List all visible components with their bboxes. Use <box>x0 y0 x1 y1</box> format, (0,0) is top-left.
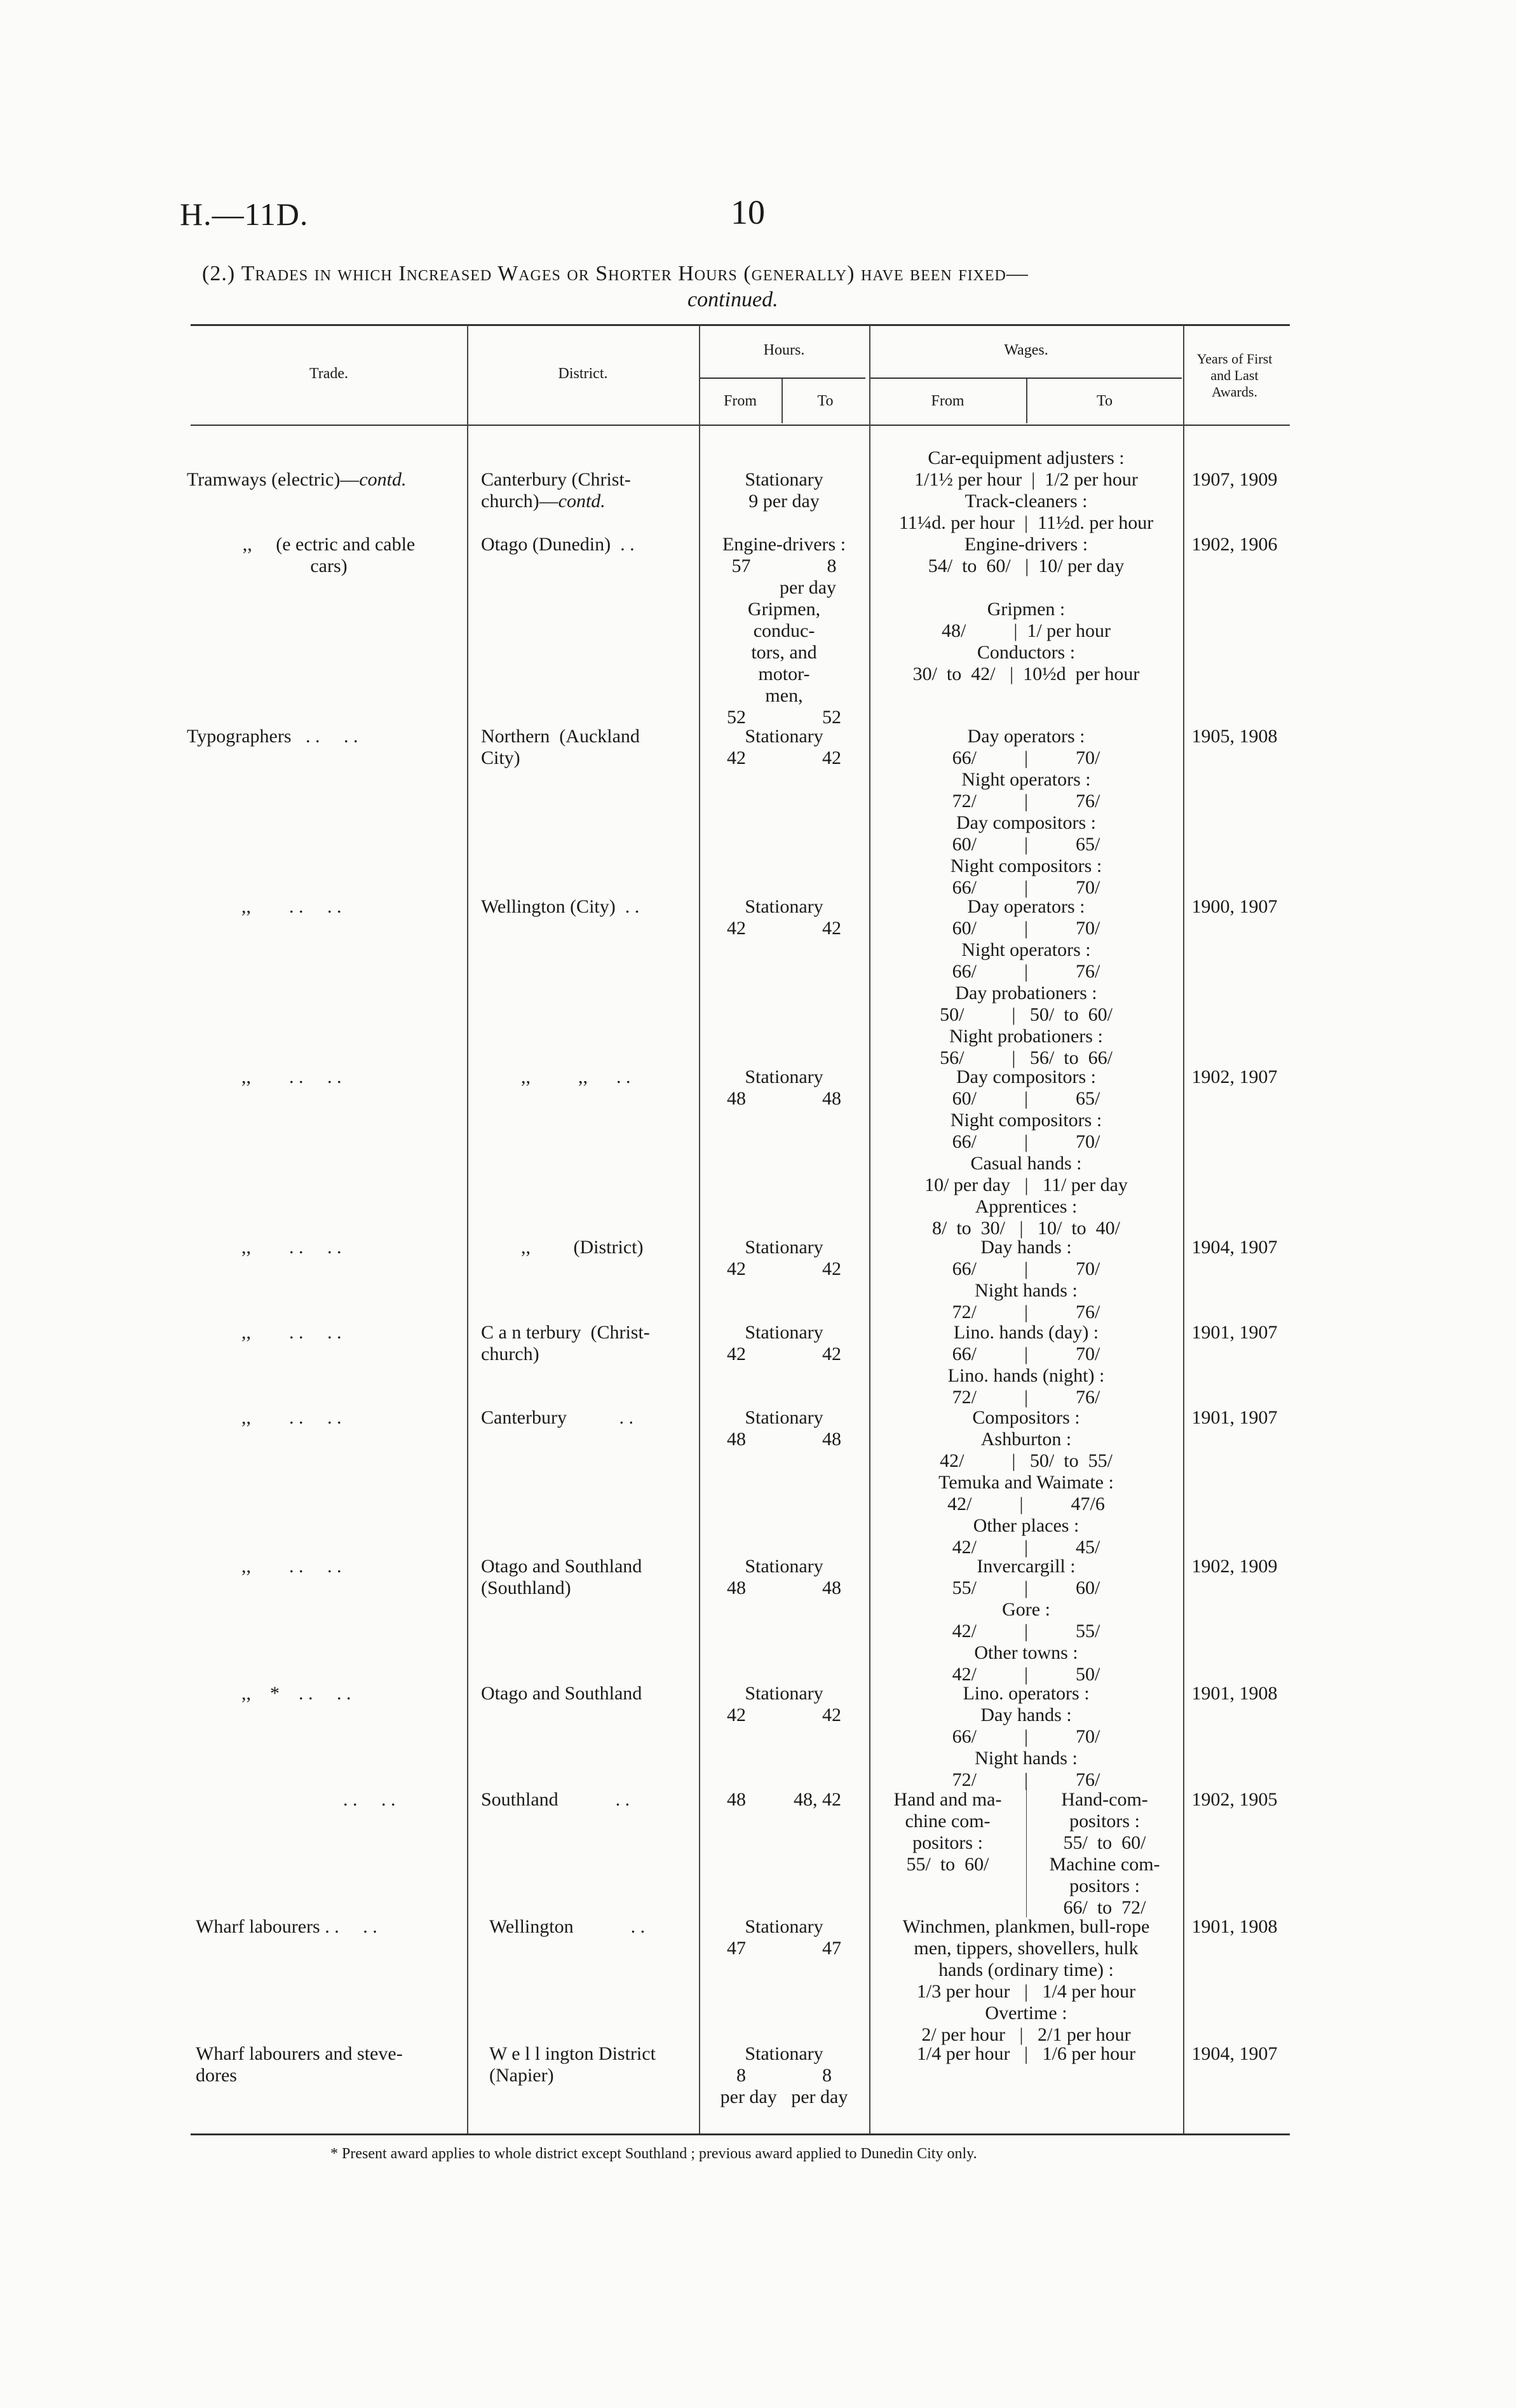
row7-wages: Lino. hands (day) : 66/ | 70/ Lino. hands (night) : 72/ | 76/ <box>947 1322 1105 1408</box>
row7-trade: ,, . . . . <box>241 1322 342 1343</box>
col-divider-years <box>1183 325 1184 2133</box>
footnote: * Present award applies to whole district except Southland ; previous award applied to Dunedin City only. <box>330 2146 977 2162</box>
table-bottom-rule <box>191 2133 1290 2135</box>
row8-hours: Stationary 48 48 <box>727 1407 841 1450</box>
header-bottom-rule <box>191 425 1290 426</box>
row6-district: ,, (District) <box>521 1237 644 1258</box>
row2-hours: Engine-drivers : 57 8 per day Gripmen, conduc- tors, and motor- men, 52 52 <box>722 534 846 728</box>
row5-trade: ,, . . . . <box>241 1066 342 1087</box>
title-text: Trades in which Increased Wages or Shorter Hours (generally) have been fixed— <box>241 262 1029 285</box>
row7-district: C a n terbury (Christ- church) <box>481 1322 650 1364</box>
page-reference: H.—11D. <box>180 196 309 232</box>
title-prefix: (2.) <box>202 262 236 285</box>
row3-wages: Day operators : 66/ | 70/ Night operators : 72/ | 76/ Day compositors : 60/ | 65/ Night compositors : 66/ | 70/ <box>950 726 1102 898</box>
row13-district: W e l l ington District (Napier) <box>489 2043 656 2086</box>
row4-hours: Stationary 42 42 <box>727 896 841 939</box>
row12-hours: Stationary 47 47 <box>727 1916 841 1959</box>
row5-wages: Day compositors : 60/ | 65/ Night compositors : 66/ | 70/ Casual hands : 10/ per day | 11/ per day Apprentices : 8/ to 30/ | 10/ to 40/ <box>924 1066 1128 1239</box>
row2-district: Otago (Dunedin) . . <box>481 534 635 555</box>
row7-years: 1901, 1907 <box>1191 1322 1278 1343</box>
header-wages: Wages. <box>1004 342 1048 358</box>
header-district: District. <box>558 365 608 382</box>
row12-years: 1901, 1908 <box>1191 1916 1278 1937</box>
row4-district: Wellington (City) . . <box>481 896 640 917</box>
row6-years: 1904, 1907 <box>1191 1237 1278 1258</box>
row13-trade: Wharf labourers and steve- dores <box>196 2043 403 2086</box>
header-wages-to: To <box>1097 393 1113 409</box>
row4-years: 1900, 1907 <box>1191 896 1278 917</box>
row5-hours: Stationary 48 48 <box>727 1066 841 1109</box>
title-continued: continued. <box>687 288 778 311</box>
row9-district: Otago and Southland (Southland) <box>481 1556 642 1598</box>
header-years: Years of First and Last Awards. <box>1196 351 1273 400</box>
row9-wages: Invercargill : 55/ | 60/ Gore : 42/ | 55/ Other towns : 42/ | 50/ <box>952 1556 1100 1685</box>
table-title <box>202 262 1346 286</box>
header-hours-from: From <box>723 393 757 409</box>
row12-trade: Wharf labourers . . . . <box>196 1916 377 1937</box>
row9-hours: Stationary 48 48 <box>727 1556 841 1598</box>
row3-district: Northern (Auckland City) <box>481 726 640 768</box>
row10-wages: Lino. operators : Day hands : 66/ | 70/ Night hands : 72/ | 76/ <box>952 1683 1100 1790</box>
header-hours: Hours. <box>763 342 805 358</box>
row6-trade: ,, . . . . <box>241 1237 342 1258</box>
row5-years: 1902, 1907 <box>1191 1066 1278 1087</box>
row4-wages: Day operators : 60/ | 70/ Night operators : 66/ | 76/ Day probationers : 50/ | 50/ to 60/ Night probationers : 56/ | 56/ to 66/ <box>940 896 1113 1068</box>
row2-wages: Engine-drivers : 54/ to 60/ | 10/ per day Gripmen : 48/ | 1/ per hour Conductors : 30/ to 42/ | 10½d per hour <box>912 534 1140 684</box>
row3-trade: Typographers . . . . <box>187 726 358 747</box>
row9-trade: ,, . . . . <box>241 1556 342 1577</box>
header-trade: Trade. <box>309 365 349 382</box>
row6-hours: Stationary 42 42 <box>727 1237 841 1279</box>
row10-district: Otago and Southland <box>481 1683 642 1704</box>
row13-years: 1904, 1907 <box>1191 2043 1278 2064</box>
row5-district: ,, ,, . . <box>521 1066 631 1087</box>
row10-years: 1901, 1908 <box>1191 1683 1278 1704</box>
row3-hours: Stationary 42 42 <box>727 726 841 768</box>
row9-years: 1902, 1909 <box>1191 1556 1278 1577</box>
row1-trade: Tramways (electric)—contd. <box>187 469 407 490</box>
row6-wages: Day hands : 66/ | 70/ Night hands : 72/ | 76/ <box>952 1237 1100 1323</box>
page-number: 10 <box>731 193 765 231</box>
row10-trade: ,, * . . . . <box>241 1683 351 1704</box>
row3-years: 1905, 1908 <box>1191 726 1278 747</box>
row11-wages-to: Hand-com- positors : 55/ to 60/ Machine com- positors : 66/ to 72/ <box>1049 1789 1160 1918</box>
col-divider-district <box>467 325 468 2133</box>
row1-years: 1907, 1909 <box>1191 469 1278 490</box>
row10-hours: Stationary 42 42 <box>727 1683 841 1725</box>
row2-trade: ,, (e ectric and cable cars) <box>242 534 416 576</box>
row11-wages-from: Hand and ma- chine com- positors : 55/ to 60/ <box>893 1789 1002 1875</box>
row8-years: 1901, 1907 <box>1191 1407 1278 1428</box>
table-top-rule <box>191 324 1290 326</box>
row11-hours: 48 48, 42 <box>727 1789 841 1810</box>
row11-trade: . . . . <box>343 1789 396 1810</box>
row1-district: Canterbury (Christ- church)—contd. <box>481 469 631 512</box>
row11-years: 1902, 1905 <box>1191 1789 1278 1810</box>
row4-trade: ,, . . . . <box>241 896 342 917</box>
row8-district: Canterbury . . <box>481 1407 633 1428</box>
row12-district: Wellington . . <box>489 1916 646 1937</box>
row11-district: Southland . . <box>481 1789 630 1810</box>
row12-wages: Winchmen, plankmen, bull-rope men, tippers, shovellers, hulk hands (ordinary time) : 1/3 per hour | 1/4 per hour Overtime : 2/ per hour | 2/1 per hour <box>902 1916 1150 2045</box>
row8-wages: Compositors : Ashburton : 42/ | 50/ to 55/ Temuka and Waimate : 42/ | 47/6 Other places : 42/ | 45/ <box>938 1407 1114 1558</box>
row13-hours: Stationary 8 8 per day per day <box>720 2043 848 2107</box>
row8-trade: ,, . . . . <box>241 1407 342 1428</box>
row13-wages: 1/4 per hour | 1/6 per hour <box>916 2043 1136 2064</box>
header-hours-to: To <box>817 393 834 409</box>
row2-years: 1902, 1906 <box>1191 534 1278 555</box>
header-wages-from: From <box>931 393 964 409</box>
row1-wages: Car-equipment adjusters : 1/1½ per hour | 1/2 per hour Track-cleaners : 11¼d. per hour | 11½d. per hour <box>898 447 1154 533</box>
row1-hours: Stationary 9 per day <box>745 469 823 512</box>
row7-hours: Stationary 42 42 <box>727 1322 841 1364</box>
